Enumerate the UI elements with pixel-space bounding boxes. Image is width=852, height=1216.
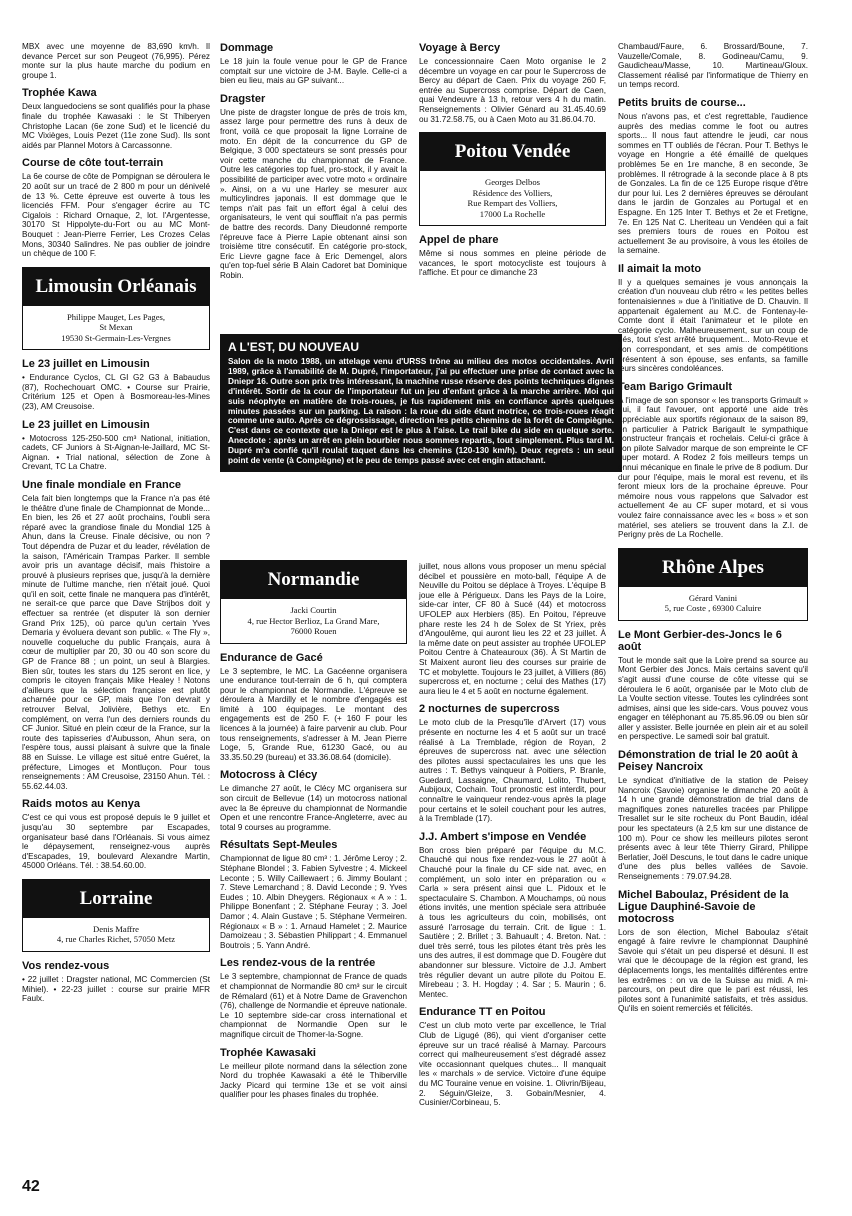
text-sept-meules: Championnat de ligue 80 cm³ : 1. Jérôme Leroy ; 2. Stéphane Blondel ; 3. Fabien Sylvestre ; 4. Mickeel Leconte ; 5. Willy Caillewaert ; 6. Jimmy Boulant ; 7. Steve Lemarchand ; 8. David Leconde ; 9. Yves Eudes ; 10. Albin Dheygers. Régionaux « A » : 1. Philippe Bonenfant ; 2. Stéphane Feuray ; 3. Joel Damor ; 4. Alain Gustave ; 5. Stéphane Vermeiren. Régionaux « B » : 1. Arnaud Hamelet ; 2. Maurice Damoizeau ; 3. Sébastien Philippart ; 4. Emmanuel Boutrois ; 5. Yann André. (220, 854, 407, 950)
heading-rentree: Les rendez-vous de la rentrée (220, 957, 376, 970)
region-address-normandie (221, 599, 406, 643)
address-line: Philippe Mauget, Les Pages, (66, 311, 166, 322)
region-title-rhone: Rhône Alpes (619, 549, 807, 587)
heading-kawasaki: Trophée Kawasaki (220, 1046, 316, 1059)
text-phare: Même si nous sommes en pleine période de vacances, le sport motocycliste est toujours à l'affiche. Et pour ce dimanche 23 (419, 249, 606, 278)
heading-phare: Appel de phare (419, 234, 499, 247)
feature-box-est (220, 334, 622, 472)
text-juillet-1: • Endurance Cyclos, CL GI G2 G3 à Babaudus (87), Rochechouart OMC. • Course sur Prairie, Critérium 125 et Open à Bosmoreau-les-Mines (23), AM Creusoise. (22, 373, 210, 411)
text-kawasaki: Le meilleur pilote normand dans la sélection zone Nord du trophée Kawasaki a été le Thiberville Jacky Picard qui termine 13e et se voit ainsi qualifier pour les phases finales du trophée. (220, 1061, 407, 1100)
heading-juillet-1: Le 23 juillet en Limousin (22, 358, 150, 371)
address-line: Rue Rempart des Volliers, (467, 198, 558, 209)
text-clecy: Le dimanche 27 août, le Clécy MC organisera sur son circuit de Bellevue (14) un motocross national avec la 8e épreuve du championnat de Normandie Open et une rencontre France-Angleterre, avec au total 9 courses au programme. (220, 784, 407, 832)
text-barigo: A l'image de son sponsor « les transports Grimault » qui, il faut l'avouer, ont apporté une aide très appréciable aux sportifs régionaux de la saison 89, en particulier à Patrick Barigault le sympathique constructeur français et rochelais. Celui-ci grâce à son pilote Salvador marque de son empreinte le CF super motard. A Rodez 2 fois meilleurs temps un ennui mécanique en finale le prive de 8 podium. Dur dur pour l'équipe, mais le moral est revenu, et ils feront mieux lors de la prochaine épreuve. Pour mémoire nous vous rappelons que Salvador est actuellement 4e au CF super motard, et si vous voulez faire connaissance avec les « boss » et son matériel, ses ateliers se trouvent dans la Z.I. de Perigny près de La Rochelle. (618, 395, 808, 540)
heading-ambert: J.J. Ambert s'impose en Vendée (419, 830, 587, 843)
page-number: 42 (22, 1178, 40, 1195)
text-gerbier: Tout le monde sait que la Loire prend sa source au Mont Gerbier des Joncs. Mais certains savent qu'il s'agit aussi d'une course de côte vitesse qui se déroulera le 6 août, organisée par le Moto club de La Voulte section vitesse. Toutes les cylindrées sont admises, ainsi que les side-cars. Vous pouvez vous engager en téléphonant au 75.85.96.09 ou bien sûr aller y assister. Belle journée en plein air et au soleil en perspective. Le samedi soir bal gratuit. (618, 655, 808, 742)
text-bercy: Le concessionnaire Caen Moto organise le 2 décembre un voyage en car pour le Supercross de Bercy au départ de Caen. Prix du voyage 260 F, entrée au Supercross comprise. Départ de Caen, quai Vendeuvre à 13 h, retour vers 4 h du matin. Renseignements : Olivier Génard au 31.45.40.69 ou 31.72.58.75, ou à Caen Moto au 31.86.04.70. (419, 57, 606, 124)
heading-cote: Course de côte tout-terrain (22, 157, 164, 170)
heading-trophee-kawa: Trophée Kawa (22, 87, 97, 100)
region-title-lorraine: Lorraine (23, 880, 209, 918)
heading-endurance-tt: Endurance TT en Poitou (419, 1006, 546, 1019)
heading-trial: Démonstration de trial le 20 août à Peisey Nancroix (618, 749, 798, 774)
heading-dragster: Dragster (220, 92, 266, 105)
region-box-lorraine (22, 879, 210, 952)
region-title-limousin: Limousin Orléanais (23, 268, 209, 306)
heading-barigo: Team Barigo Grimault (618, 380, 733, 393)
heading-kenya: Raids motos au Kenya (22, 798, 140, 811)
heading-nocturnes: 2 nocturnes de supercross (419, 703, 560, 716)
address-line: 76000 Rouen (290, 626, 337, 636)
text-trophee-kawa: Deux languedociens se sont qualifiés pour la phase finale du trophée Kawasaki : le St Thiberyen Christophe Lacan (6e zone Sud) et le licencié du MC Vixièges, Louis Pezet (11e zone Sud). Ils sont aidés par Plannel Motors à Carcassonne. (22, 102, 210, 150)
region-box-normandie (220, 560, 407, 644)
heading-baboulaz: Michel Baboulaz, Président de la Ligue Dauphiné-Savoie de motocross (618, 888, 789, 925)
column-2-top (220, 42, 407, 280)
text-vos-rendez-vous: • 22 juillet : Dragster national, MC Commercien (St Mihiel). • 22-23 juillet : course sur prairie MFR Faulx. (22, 974, 210, 1004)
column-1 (22, 42, 210, 1004)
region-box-rhone (618, 548, 808, 621)
heading-sept-meules: Résultats Sept-Meules (220, 839, 338, 852)
heading-bercy: Voyage à Bercy (419, 42, 501, 54)
address-line: 19530 St-Germain-Les-Vergnes (61, 332, 171, 343)
heading-gace: Endurance de Gacé (220, 651, 323, 664)
text-aimait: Il y a quelques semaines je vous annonçais la création d'un nouveau club rétro « les petites belles fontenaisiennes » due à l'initiative de D. Chauvin. Il appartenait également au M.C. de Fontenay-le-Comte dont il était l'animateur et le pilote en catégorie cyclo. Malheureusement, sur un coup de dés, tout s'est arrêté bruquement... Moto-Revue et son correspondant, et ses amis de compétitions présentent à son épouse, ses enfants, sa famille leurs sincères condoléances. (618, 277, 808, 374)
column-3-top (419, 42, 606, 278)
heading-juillet-2: Le 23 juillet en Limousin (22, 418, 150, 431)
text-dommage: Le 18 juin la foule venue pour le GP de France comptait sur une victoire de J-M. Bayle. Celle-ci a bien eu lieu, mais au GP suivant... (220, 57, 407, 86)
intro-text: MBX avec une moyenne de 83,690 km/h. Il devance Percet sur son Peugeot (76,995). Pérez monte sur la plus haute marche du podium en groupe 1. (22, 42, 210, 80)
text-gace: Le 3 septembre, le MC. La Gacéenne organisera une endurance tout-terrain de 6 h, qui comptera pour le championnat de Normandie. L'épreuve se déroulera à Mardilly et le nombre d'engagés est limité à 100 équipages. Le montant des engagements est de 250 F. (+ 160 F pour les licences à la journée) à faire parvenir au club. Pour tous renseignements, s'adresser à M. Jean Pierre Loge, 5, Grande Rue, 61230 Gacé, ou au 33.35.50.29 (bureau) et 33.36.08.64 (domicile). (220, 666, 407, 762)
column-3-bottom (419, 562, 606, 1108)
text-juillet-2: • Motocross 125-250-500 cm³ National, initiation, cadets, CF Juniors à St-Aignan-le-Jaillard, MC St-Aignan. • Trial national, sélection de Zone à Crevant, TC La Chatre. (22, 433, 210, 472)
column-2-bottom (220, 560, 407, 1100)
heading-clecy: Motocross à Clécy (220, 769, 318, 782)
region-title-normandie: Normandie (221, 561, 406, 599)
heading-vos-rendez-vous: Vos rendez-vous (22, 959, 110, 972)
address-line: Georges Delbos (485, 177, 540, 188)
address-line: 17000 La Rochelle (479, 208, 546, 219)
region-address-rhone (619, 587, 807, 620)
address-line: Denis Maffre (93, 923, 139, 934)
text-endurance-tt: C'est un club moto verte par excellence, le Trial Club de Ligugé (86), qui vient d'organiser cette épreuve sur un tracé réalisé à Marnay. Parcours correct qui malheureusement s'est dégradé assez vite occasionnant quelques chutes... Il manquait les « marchals » de service. Victoire d'une équipe du MC Touraine venue en voisine. 1. Olivrin/Bijeau, 2. Séguin/Gleize, 3. Gobain/Mesnier, 4. Cusinier/Corbineau, 5. (419, 1021, 606, 1108)
address-line: 4, rue Charles Richet, 57050 Metz (56, 934, 176, 945)
feature-text: Salon de la moto 1988, un attelage venu d'URSS trône au milieu des motos occidentales. Avril 1989, grâce à l'amabilité de M. Dupré, l'importateur, j'ai pu effectuer une prise de contact avec la Dniepr 16. Outre son prix très intéressant, la machine russe réserve des points techniques dignes d'intérêt. Sortir de la cour de l'importateur fut un jeu d'enfant grâce à la marche arrière. Moi qui suis néophyte en matière de trois-roues, je fus rapidement mis en confiance après quelques minutes passées sur un parking. La raison : la roue du side étant motrice, ce trois-roues réagit comme une auto. Après ce dégrossissage, direction les petits chemins de la forêt de Compiègne. C'est dans ce contexte que la Dniepr est le plus à l'aise. Le trail bike du side en quelque sorte. Anecdote : après un arrêt en plein bourbier nous sommes repartis, tout simplement. Plus tard M. Dupré m'a confié qu'il roulait taquet dans les chemins (120-130 km/h). Deux regrets : un seul point de vente (à Compiègne) et le peu de temps passé avec cet engin attachant. (228, 356, 614, 466)
text-finale: Cela fait bien longtemps que la France n'a pas été le théâtre d'une finale de Championnat de Monde... En bien, les 26 et 27 août prochains, l'oubli sera réparé avec la grandiose finale du Mondial 125 à Ahun, dans la Creuse. Finale décisive, ou non ? Tout dépendra de Puzar et du leader, révélation de la saison, l'Américain Trampas Parker. Il semble avoir pris un avantage décisif, mais l'histoire a prouvé à plusieurs reprises que, jusqu'à la dernière minute de l'ultime manche, rien n'était joué. Quoi qu'il en soit, cette finale ne manquera pas d'intérêt, ne serait-ce que parce que Dave Strijbos doit y effectuer sa rentrée (et disputer là son dernier Grand Prix 125), où parce qu'un certain Yves Demaria y évoluera devant son public. « The Fly », nouvelle coqueluche du public Français, aura à cœur de multiplier par 20, 30 ou 40 son score du GP de France 88 ; un point, un seul à Blargies. Bien sûr, toutes les stars du 125 seront en lice, y compris le citoyen français Mike Healey ! Notons d'ailleurs que la sélection française est plutôt acharnée pour ce GP, mais que l'on devrait y retrouver Belval, Jolivière, Bethys etc. En complément, on verra l'un des derniers rounds du CF Junior. Situé en plein cœur de la France, sur la route des tapisseries d'Aubusson, Ahun sera, on l'espère tous, aussi plaisant à suivre que la finale 88 en Suisse. Le village est situé entre Guéret, la préfecture, Limoges et Montluçon. Pour tous renseignements : AM Creusoise, 23150 Ahun. Tél. : 55.62.44.03. (22, 493, 210, 791)
address-line: 5, rue Coste , 69300 Caluire (664, 603, 762, 614)
text-nocturnes: Le moto club de la Presqu'île d'Arvert (17) vous présente en nocturne les 4 et 5 août sur un tracé réalisé à La Tremblade, région de Royan, 2 épreuves de supercross nat. avec une sélection des pilotes aussi spectaculaires les uns que les autres : T. Bethys vainqueur à Poitiers, P. Branle, Guedard, Lassaigne, Chaumard, Lolito, Thubert, Aubijoux, Cochain. Tout pronostic est interdit, pour connaître le vainqueur rendez-vous après la plage pour certains et le soleil couchant pour les autres, à la Tremblade (17). (419, 718, 606, 824)
region-address-lorraine (23, 918, 209, 951)
text-phare-suite: juillet, nous allons vous proposer un menu spécial décibel et poussière en moto-ball, l'équipe A de Neuville du Poitou se déplace à Troyes. L'équipe B joue elle à Périgueux. Dans les Pays de la Loire, side-car inter, CF 80 à Sucé (44) et motocross UFOLEP aux Herbiers (85). En Poitou, l'épreuve phare reste les 24 h de Solex de St Yriex, près d'Angoulême, qui auront lieu les 22 et 23 juillet. À la même date on peut assister au trophée UFOLEP Poitou Centre à Chateauroux (36). À St Martin de St Maixent auront lieu des courses sur prairie de TC et mobylette. Toujours le 23 juillet, à Villiers (86) supercross et, en nocturne ; celui des Mathes (17) aura lieu le 4 et 5 août en nocturne également. (419, 562, 606, 696)
text-cote: La 6e course de côte de Pompignan se déroulera le 20 août sur un tracé de 2 800 m pour un dénivelé de 13 %. Cette épreuve est ouverte à tous les licenciés FFM. Pour s'engager écrire au TC Cigalois : Richard Ornaque, 2, lot. l'Argentesse, 30170 St Hippolyte-du-Fort ou au MC Mont-Bouquet : Jean-Pierre Ferrier, Les Crozes Celas Mons, 30340 Salindres. Ne pas oublier de joindre un chèque de 100 F. (22, 172, 210, 259)
column-4 (618, 42, 808, 1014)
text-petits-bruits: Nous n'avons pas, et c'est regrettable, l'audience auprès des medias comme le foot ou autres sports... Il nous faut attendre le jeudi, car nous sommes en TT oubliés de l'écran. Pour T. Bethys le voyage en Hongrie a été émaillé de quelques problèmes 5e en 1re manche, 8 en seconde, 3e problèmes. Il rétrograde à la seconde place à 8 pts de Gonzales. La fin de ce 125 Europe risque d'être dur pour lui. Les 2 dernières épreuves se déroulant dans le jardin de Gonzales au Portugal et en Espagne. En 125 Inter T. Bethys et 2e et Fretigne, 7e. En 125 Nat C. Lheriteau un Vendéen qui a fait ses premiers tours de roues en Poitou est actuellement 3e au provisoire, à vous les étoiles de la semaine. (618, 111, 808, 256)
region-title-poitou: Poitou Vendée (420, 133, 605, 171)
region-address-limousin (23, 306, 209, 350)
heading-finale: Une finale mondiale en France (22, 478, 181, 491)
region-box-poitou (419, 132, 606, 226)
address-line: Jacki Courtin (290, 605, 337, 615)
feature-title: A L'EST, DU NOUVEAU (228, 340, 360, 354)
text-dragster: Une piste de dragster longue de près de trois km, assez large pour permettre des runs à deux de front, voilà ce que proposait la ligne Lorraine de moto. En dépit de la concurrence du GP de Belgique, 3 000 spectateurs se sont pressés pour voir cette manche du championnat de France. Outre les catégories top fuel, pro-stock, il y avait la possibilité de participer avec votre moto « ordinaire ». Ainsi, on a vu une Harley se mesurer aux multicylindres japonais. Il est dommage que le temps n'ait pas fait un effort égal à celui des organisateurs, le vent qui soufflait n'a pas permis de battre des records. Dany Dieudonné remporte l'épreuve face à Pierre Lapie obtenant ainsi son troisième titre consécutif. En catégorie pro-stock, Eric Lievre gagne face à Eric Demengel, alors qu'en top-fuel série B Alain Cadoret bat Dominique Robin. (220, 107, 407, 280)
address-line: St Mexan (99, 322, 133, 333)
heading-aimait: Il aimait la moto (618, 262, 702, 275)
text-rentree: Le 3 septembre, championnat de France de quads et championnat de Normandie 80 cm³ sur le circuit de Rémalard (61) et à Notre Dame de Gravenchon (76), challenge de Normandie et épreuve nationale. Le 10 septembre side-car cross international et championnat de Normandie Open sur le magnifique circuit de Thomer-la-Sogne. (220, 972, 407, 1039)
text-ambert: Bon cross bien préparé par l'équipe du M.C. Chauché qui nous fixe rendez-vous le 27 août à Chauché pour la finale du CF side nat. avec, en complément, un solo inter en préparation ou « Carla » sera présent ainsi que L. Pidoux et le spectaculaire S. Chambon. A Mouchamps, où nous étions invités, une mention spéciale sera attribuée à tous les agriculteurs du coin, mobilisés, ont assuré l'arrosage du terrain. Crit. de ligue : 1. Sautière ; 2. Brillet ; 3. Bahuault ; 4. Breton. Nat. : duel très serré, tous les pilotes étant très près les uns des autres, il est dommage que D. Fougère dut abandonner sur blessure. Victoire de J.J. Ambert très régulier devant un autre pilote du Poitou E. Mirebeau ; 3. H. Hogday ; 4. Sar ; 5. Maurin ; 6. Mentec. (419, 845, 606, 999)
region-box-limousin (22, 267, 210, 351)
text-kenya: C'est ce qui vous est proposé depuis le 9 juillet et jusqu'au 30 septembre par Escapades, organisateur basé dans l'Orléanais. Si vous aimez le dépaysement, renseignez-vous auprès d'Escapades, 19, boulevard Alexandre Martin, 45000 Orléans. Tél. : 38.54.60.00. (22, 813, 210, 871)
text-baboulaz: Lors de son élection, Michel Baboulaz s'était engagé à faire revivre le championnat Dauphiné Savoie qui s'était un peu dispersé et désuni. Il est vrai que le découpage de la région est grand, les déplacements longs, les mentalités différentes entre les extrêmes : on va de la Suisse au midi. A mi-parcours, on peut dire que le pari est réussi, les pilotes sont à l'unanimité satisfaits, et très assidus. Qu'ils en soient remerciés et félicités. (618, 927, 808, 1014)
heading-petits-bruits: Petits bruits de course... (618, 96, 746, 109)
address-line: Gérard Vanini (688, 592, 738, 603)
text-endurance-suite: Chambaud/Faure, 6. Brossard/Boune, 7. Vauzelle/Comale, 8. Godineau/Camu, 9. Gaudicheau/Masse, 10. Martineau/Gloux. Classement réalisé par l'informatique de Thierry en un temps record. (618, 42, 808, 90)
heading-gerbier: Le Mont Gerbier-des-Joncs le 6 août (618, 628, 782, 653)
address-line: Résidence des Volliers, (472, 187, 553, 198)
heading-dommage: Dommage (220, 42, 274, 54)
text-trial: Le syndicat d'initiative de la station de Peisey Nancroix (Savoie) organise le dimanche 20 août à 14 h une grande démonstration de trial dans de magnifiques zones naturelles tracées par Philippe Tresallet sur le site rocheux du Pont Baudin, idéal pour les spectateurs (à 2,5 km sur une distance de 100 m). Pour ce show les meilleurs pilotes seront présents avec à leur tête Thierry Girard, Philippe Berlatier, Joël Descuns, le tout dans le cadre unique d'une des plus belles vallées de Savoie. Renseignements : 79.07.94.28. (618, 776, 808, 881)
region-address-poitou (420, 171, 605, 225)
address-line: 4, rue Hector Berlioz, La Grand Mare, (247, 615, 380, 626)
